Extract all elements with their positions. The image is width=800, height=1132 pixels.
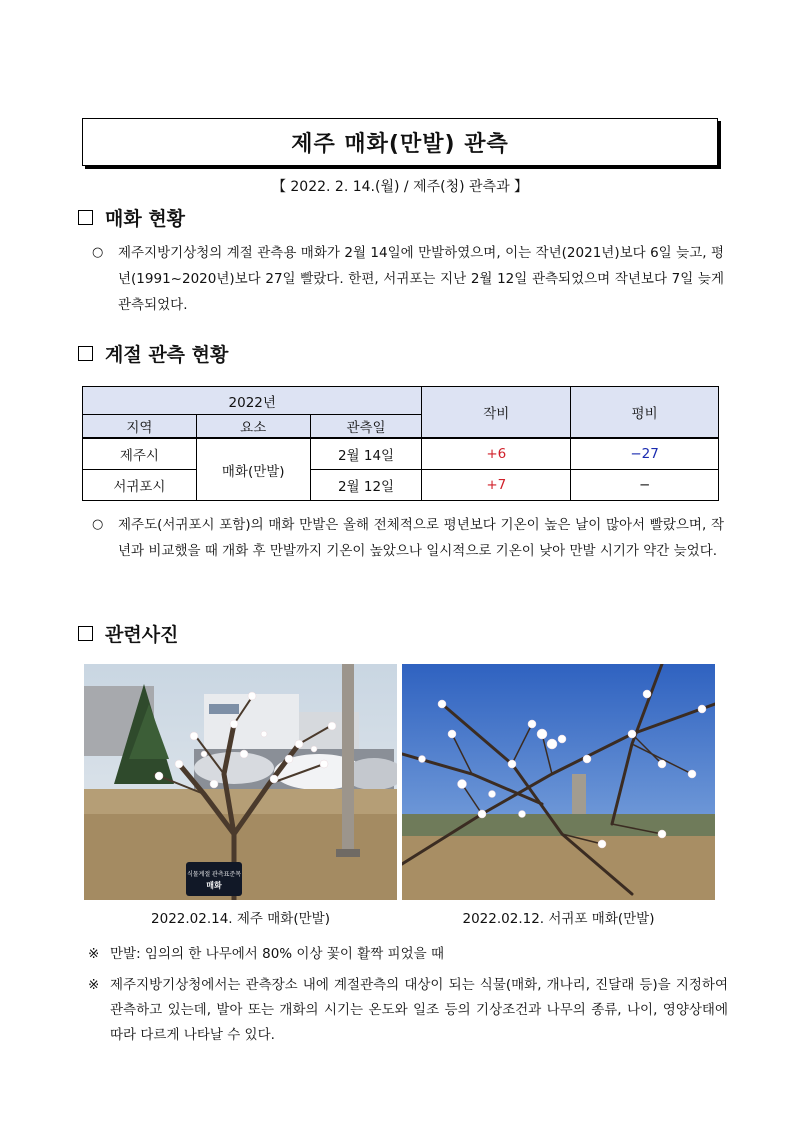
photo-jeju-illustration xyxy=(84,664,397,900)
circle-bullet-icon: ○ xyxy=(92,517,104,532)
report-subtitle: 【 2022. 2. 14.(월) / 제주(청) 관측과 】 xyxy=(271,179,529,195)
note-definition xyxy=(88,942,728,967)
note-text: 만발: 임의의 한 나무에서 80% 이상 꽃이 활짝 피었을 때 xyxy=(110,946,444,962)
table-row xyxy=(83,470,719,501)
section-heading-photos xyxy=(78,620,178,647)
cell-region: 제주시 xyxy=(83,438,197,470)
cell-element: 매화(만발) xyxy=(196,438,310,501)
cell-vs-normal: −27 xyxy=(571,438,719,470)
cell-vs-normal: − xyxy=(571,470,719,501)
title-box xyxy=(82,118,718,166)
paragraph-text: 제주도(서귀포시 포함)의 매화 만발은 올해 전체적으로 평년보다 기온이 높은 날이 많아서 빨랐으며, 작년과 비교했을 때 개화 후 만발까지 기온이 높았으나 일시적으로 기온이 낮아 만발 시기가 약간 늦었다. xyxy=(118,517,724,559)
photo-seogwipo-illustration xyxy=(402,664,715,900)
section-title: 관련사진 xyxy=(105,624,179,646)
section-title: 계절 관측 현황 xyxy=(105,344,229,366)
table-header-date: 관측일 xyxy=(310,415,422,439)
table-header-region: 지역 xyxy=(83,415,197,439)
note-text: 제주지방기상청에서는 관측장소 내에 계절관측의 대상이 되는 식물(매화, 개나리, 진달래 등)을 지정하여 관측하고 있는데, 발아 또는 개화의 시기는 온도와 일조 등의 기상조건과 나무의 종류, 나이, 영양상태에 따라 다르게 나타날 수 있다. xyxy=(110,977,728,1043)
paragraph-current-status xyxy=(92,240,724,318)
cell-vs-last: +6 xyxy=(422,438,571,470)
page-title: 제주 매화(만발) 관측 xyxy=(291,131,509,157)
note-observation-method xyxy=(88,973,728,1048)
square-bullet-icon xyxy=(78,210,93,225)
table-header-element: 요소 xyxy=(196,415,310,439)
sign-line-1: 식물계절 관측표준목 xyxy=(186,871,242,878)
table-row xyxy=(83,438,719,470)
paragraph-analysis xyxy=(92,512,724,564)
cell-date: 2월 14일 xyxy=(310,438,422,470)
reference-mark-icon: ※ xyxy=(88,977,100,993)
photo-jeju-plum xyxy=(84,664,397,900)
reference-mark-icon: ※ xyxy=(88,946,100,962)
table-header-vs-normal: 평비 xyxy=(571,387,719,439)
table-header-vs-last: 작비 xyxy=(422,387,571,439)
cell-date: 2월 12일 xyxy=(310,470,422,501)
photo-caption-seogwipo: 2022.02.12. 서귀포 매화(만발) xyxy=(462,911,655,927)
section-heading-observation xyxy=(78,340,228,367)
cell-vs-last: +7 xyxy=(422,470,571,501)
square-bullet-icon xyxy=(78,626,93,641)
photo-caption-jeju: 2022.02.14. 제주 매화(만발) xyxy=(151,911,330,927)
observation-table xyxy=(82,386,719,501)
table-year-header: 2022년 xyxy=(83,387,422,415)
photo-seogwipo-plum xyxy=(402,664,715,900)
square-bullet-icon xyxy=(78,346,93,361)
section-title: 매화 현황 xyxy=(105,208,186,230)
sign-line-2: 매화 xyxy=(206,881,222,890)
section-heading-current xyxy=(78,204,185,231)
paragraph-text: 제주지방기상청의 계절 관측용 매화가 2월 14일에 만발하였으며, 이는 작년(2021년)보다 6일 늦고, 평년(1991~2020년)보다 27일 빨랐다. 한편, 서귀포는 지난 2월 12일 관측되었으며 작년보다 7일 늦게 관측되었다. xyxy=(118,245,724,313)
cell-region: 서귀포시 xyxy=(83,470,197,501)
circle-bullet-icon: ○ xyxy=(92,245,104,260)
